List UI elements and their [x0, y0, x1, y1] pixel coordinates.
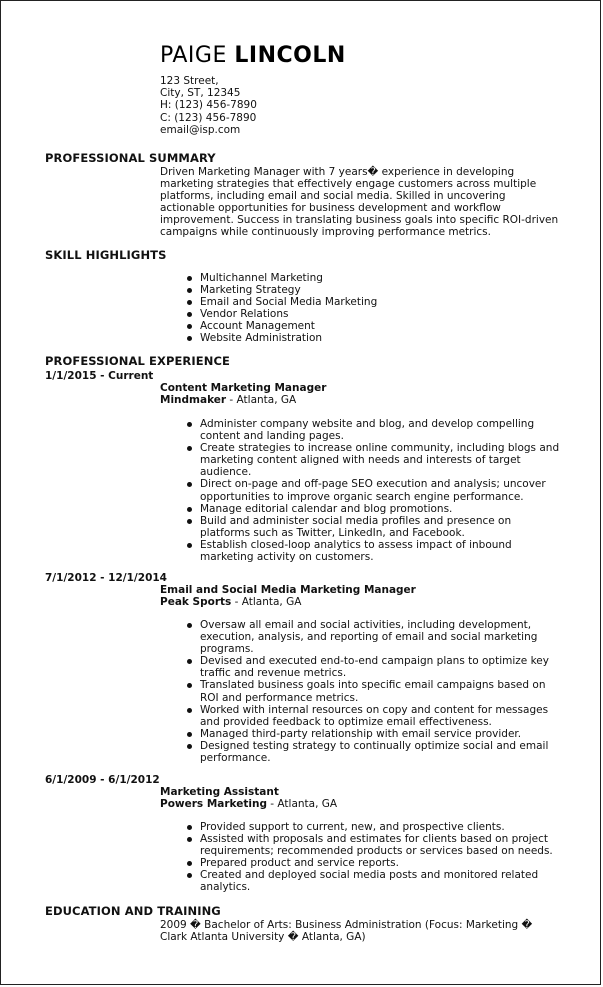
job-bullet: Designed testing strategy to continually optimize social and email performance.	[186, 740, 561, 764]
education-text: 2009 � Bachelor of Arts: Business Administration (Focus: Marketing � Clark Atlanta University � Atlanta, GA)	[160, 919, 533, 944]
job-bullet: Administer company website and blog, and develop compelling content and landing pages.	[186, 418, 561, 442]
job-title: Marketing Assistant	[160, 786, 279, 798]
job-company	[160, 798, 337, 810]
job-company	[160, 596, 301, 608]
cell-phone: C: (123) 456-7890	[160, 111, 257, 124]
job-bullet: Build and administer social media profiles and presence on platforms such as Twitter, LinkedIn, and Facebook.	[186, 515, 561, 539]
company-name: Powers Marketing	[160, 798, 267, 810]
job-bullet: Manage editorial calendar and blog promotions.	[186, 503, 561, 515]
company-location: - Atlanta, GA	[231, 596, 302, 608]
summary-heading: PROFESSIONAL SUMMARY	[45, 151, 216, 165]
company-location: - Atlanta, GA	[226, 394, 297, 406]
skill-item: Marketing Strategy	[186, 284, 561, 296]
company-name: Mindmaker	[160, 394, 227, 406]
education-heading: EDUCATION AND TRAINING	[45, 904, 221, 918]
company-location: - Atlanta, GA	[266, 798, 338, 810]
job-bullet: Direct on-page and off-page SEO execution and analysis; uncover opportunities to improve organic search engine performance.	[186, 478, 561, 502]
job-bullet: Oversaw all email and social activities, including development, execution, analysis, and reporting of email and social marketing programs.	[186, 619, 561, 655]
candidate-name	[160, 43, 346, 68]
job-bullet: Create strategies to increase online community, including blogs and marketing content aligned with needs and interests of target audience.	[186, 442, 561, 478]
email: email@isp.com	[160, 123, 241, 136]
skills-list	[186, 272, 561, 345]
experience-heading: PROFESSIONAL EXPERIENCE	[45, 354, 230, 368]
address-line-1: 123 Street,	[160, 75, 219, 87]
job-company	[160, 394, 296, 406]
job-dates: 7/1/2012 - 12/1/2014	[45, 572, 167, 584]
summary-text: Driven Marketing Manager with 7 years� experience in developing marketing strategies that effectively engage customers across multiple platforms, including email and social media. Skilled in uncovering actionable opportunities for business development and workflow improvement. Success in translating business goals into specific ROI-driven campaigns while continuously improving performance metrics.	[160, 166, 559, 239]
company-name: Peak Sports	[160, 596, 232, 608]
job-bullet: Assisted with proposals and estimates for clients based on project requirements; recommended products or services based on needs.	[186, 833, 561, 857]
job-bullet: Created and deployed social media posts and monitored related analytics.	[186, 869, 561, 893]
address-line-2: City, ST, 12345	[160, 87, 241, 100]
skills-heading: SKILL HIGHLIGHTS	[45, 248, 167, 262]
job-bullet: Worked with internal resources on copy and content for messages and provided feedback to optimize email effectiveness.	[186, 704, 561, 728]
job-title: Content Marketing Manager	[160, 382, 327, 394]
job-bullet: Provided support to current, new, and prospective clients.	[186, 821, 561, 833]
job-bullet: Prepared product and service reports.	[186, 857, 561, 869]
home-phone: H: (123) 456-7890	[160, 99, 257, 112]
job-bullets	[186, 418, 561, 563]
skill-item: Multichannel Marketing	[186, 272, 561, 284]
skill-item: Email and Social Media Marketing	[186, 296, 561, 308]
contact-block	[160, 75, 257, 136]
skill-item: Account Management	[186, 320, 561, 332]
job-bullets	[186, 821, 561, 894]
job-bullet: Establish closed-loop analytics to assess impact of inbound marketing activity on customers.	[186, 539, 561, 563]
last-name: LINCOLN	[234, 43, 346, 68]
skill-item: Vendor Relations	[186, 308, 561, 320]
first-name: PAIGE	[160, 43, 227, 68]
job-dates: 6/1/2009 - 6/1/2012	[45, 774, 160, 786]
job-title: Email and Social Media Marketing Manager	[160, 584, 416, 596]
job-bullets	[186, 619, 561, 764]
job-bullet: Managed third-party relationship with email service provider.	[186, 728, 561, 740]
job-bullet: Devised and executed end-to-end campaign plans to optimize key traffic and revenue metrics.	[186, 655, 561, 679]
skill-item: Website Administration	[186, 332, 561, 344]
job-dates: 1/1/2015 - Current	[45, 370, 154, 382]
job-bullet: Translated business goals into specific email campaigns based on ROI and performance metrics.	[186, 679, 561, 703]
